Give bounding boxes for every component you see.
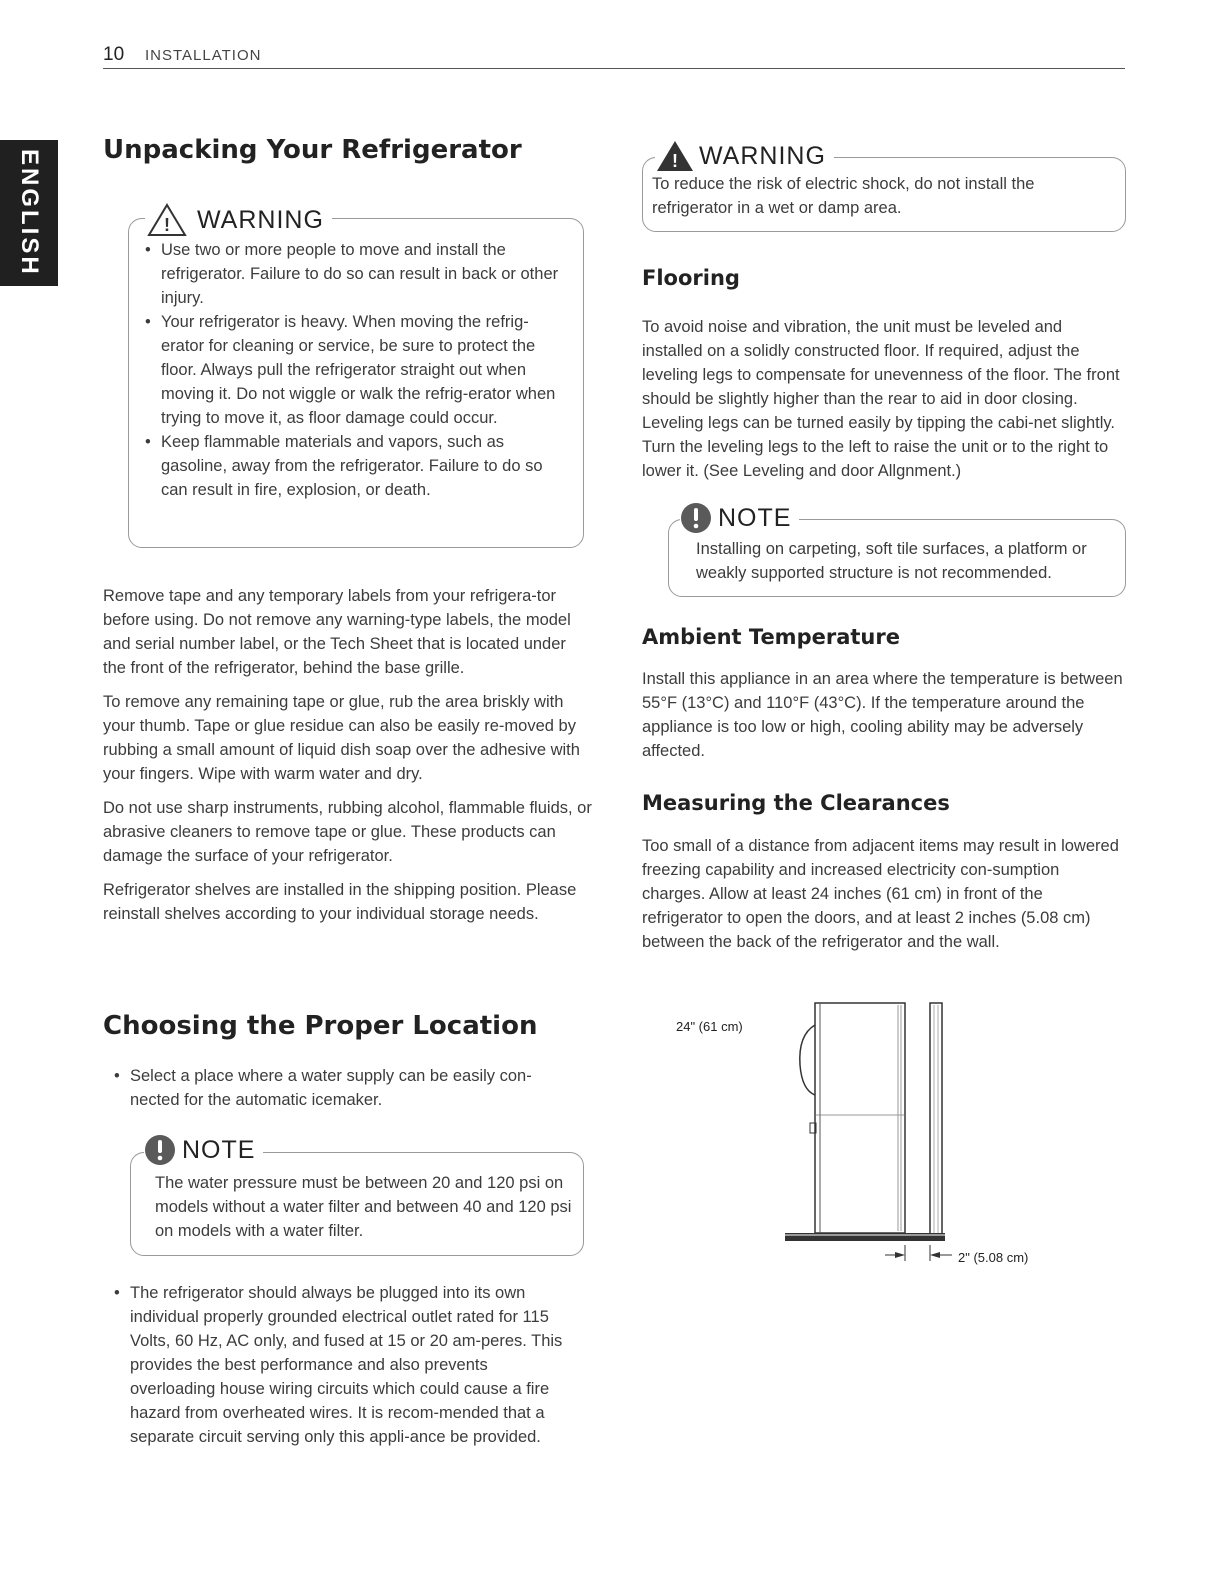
ambient-text: Install this appliance in an area where the temperature is between 55°F (13°C) and 110°F (43°C). If the temperature around the appliance is too low or high, cooling ability may be adversely affected. xyxy=(642,670,1123,760)
refrigerator-body xyxy=(815,1003,905,1233)
warning-label: WARNING xyxy=(699,141,826,170)
section-name: INSTALLATION xyxy=(145,47,262,64)
location-list-1 xyxy=(112,1064,572,1112)
page-header xyxy=(103,44,1125,69)
ambient-title: Ambient Temperature xyxy=(642,625,900,649)
note-text: The water pressure must be between 20 and 120 psi on models without a water filter and between 40 and 120 psi on models with a water filter. xyxy=(155,1174,572,1240)
unpacking-title: Unpacking Your Refrigerator xyxy=(103,135,522,165)
location-title: Choosing the Proper Location xyxy=(103,1011,538,1041)
front-clearance-label: 24" (61 cm) xyxy=(676,1019,743,1034)
location-item: • The refrigerator should always be plugged into its own individual properly grounded electrical outlet rated for 115 Volts, 60 Hz, AC only, and fused at 15 or 20 am-peres. This provides the best performance and also prevents overloading house wiring circuits which could cause a fire hazard from overheated wires. It is recom-mended that a separate circuit serving only this appli-ance be provided. xyxy=(112,1281,572,1449)
note-header xyxy=(144,1130,263,1170)
flooring-text: To avoid noise and vibration, the unit must be leveled and installed on a solidly constructed floor. If required, adjust the leveling legs to compensate for unevenness of the floor. The front should be slightly higher than the rear to aid in door closing. Leveling legs can be turned easily by tipping the cabi-net slightly. Turn the leveling legs to the left to raise the unit or to the right to lower it. (See Leveling and door Allgnment.) xyxy=(642,318,1120,480)
svg-text:!: ! xyxy=(164,215,170,235)
unpacking-paragraphs xyxy=(103,584,593,926)
flooring-title: Flooring xyxy=(642,266,740,290)
warning-header xyxy=(655,138,834,174)
location-list-2 xyxy=(112,1281,572,1449)
note-label: NOTE xyxy=(718,503,792,532)
page-number: 10 xyxy=(103,44,125,65)
note-text: Installing on carpeting, soft tile surfaces, a platform or weakly supported structure is not recommended. xyxy=(696,540,1087,582)
warning-list xyxy=(143,238,571,502)
info-icon xyxy=(680,502,712,534)
warning-item: • Use two or more people to move and install the refrigerator. Failure to do so can result in back or other injury. xyxy=(143,238,571,310)
clearances-text: Too small of a distance from adjacent items may result in lowered freezing capability and increased electricity con-sumption charges. Allow at least 24 inches (61 cm) in front of the refrigerator to open the doors, and at least 2 inches (5.08 cm) between the back of the refrigerator and the wall. xyxy=(642,837,1119,951)
paragraph: Refrigerator shelves are installed in the shipping position. Please reinstall shelves according to your individual storage needs. xyxy=(103,881,577,923)
paragraph: Do not use sharp instruments, rubbing alcohol, flammable fluids, or abrasive cleaners to remove tape or glue. These products can damage the surface of your refrigerator. xyxy=(103,799,592,865)
warning-header xyxy=(145,200,332,240)
location-item: • Select a place where a water supply can be easily con-nected for the automatic icemaker. xyxy=(112,1064,572,1112)
info-icon xyxy=(144,1134,176,1166)
note-header xyxy=(680,498,799,538)
note-label: NOTE xyxy=(182,1135,256,1164)
language-label: ENGLISH xyxy=(16,149,43,277)
warning-label: WARNING xyxy=(197,205,324,234)
warning-item: • Keep flammable materials and vapors, such as gasoline, away from the refrigerator. Failure to do so can result in fire, explosion, or death. xyxy=(143,430,571,502)
clearances-title: Measuring the Clearances xyxy=(642,791,950,815)
back-clearance-label: 2" (5.08 cm) xyxy=(958,1250,1029,1265)
floor xyxy=(785,1233,945,1241)
warning-triangle-icon xyxy=(655,139,695,173)
paragraph: To remove any remaining tape or glue, rub the area briskly with your thumb. Tape or glue residue can also be easily re-moved by rubbing a small amount of liquid dish soap over the adhesive with your fingers. Wipe with warm water and dry. xyxy=(103,693,580,783)
paragraph: Remove tape and any temporary labels from your refrigera-tor before using. Do not remove any warning-type labels, the model and serial number label, or the Tech Sheet that is located under the front of the refrigerator, behind the base grille. xyxy=(103,587,571,677)
warning-text: To reduce the risk of electric shock, do not install the refrigerator in a wet or damp area. xyxy=(652,175,1035,217)
svg-text:!: ! xyxy=(672,151,678,171)
clearance-diagram xyxy=(770,995,970,1275)
warning-triangle-icon xyxy=(145,202,189,238)
language-side-tab xyxy=(0,140,58,286)
wall xyxy=(930,1003,942,1235)
warning-item: • Your refrigerator is heavy. When moving the refrig-erator for cleaning or service, be sure to protect the floor. Always pull the refrigerator straight out when moving it. Do not wiggle or walk the refrig-erator when trying to move it, as floor damage could occur. xyxy=(143,310,571,430)
door-handle xyxy=(800,1025,815,1095)
